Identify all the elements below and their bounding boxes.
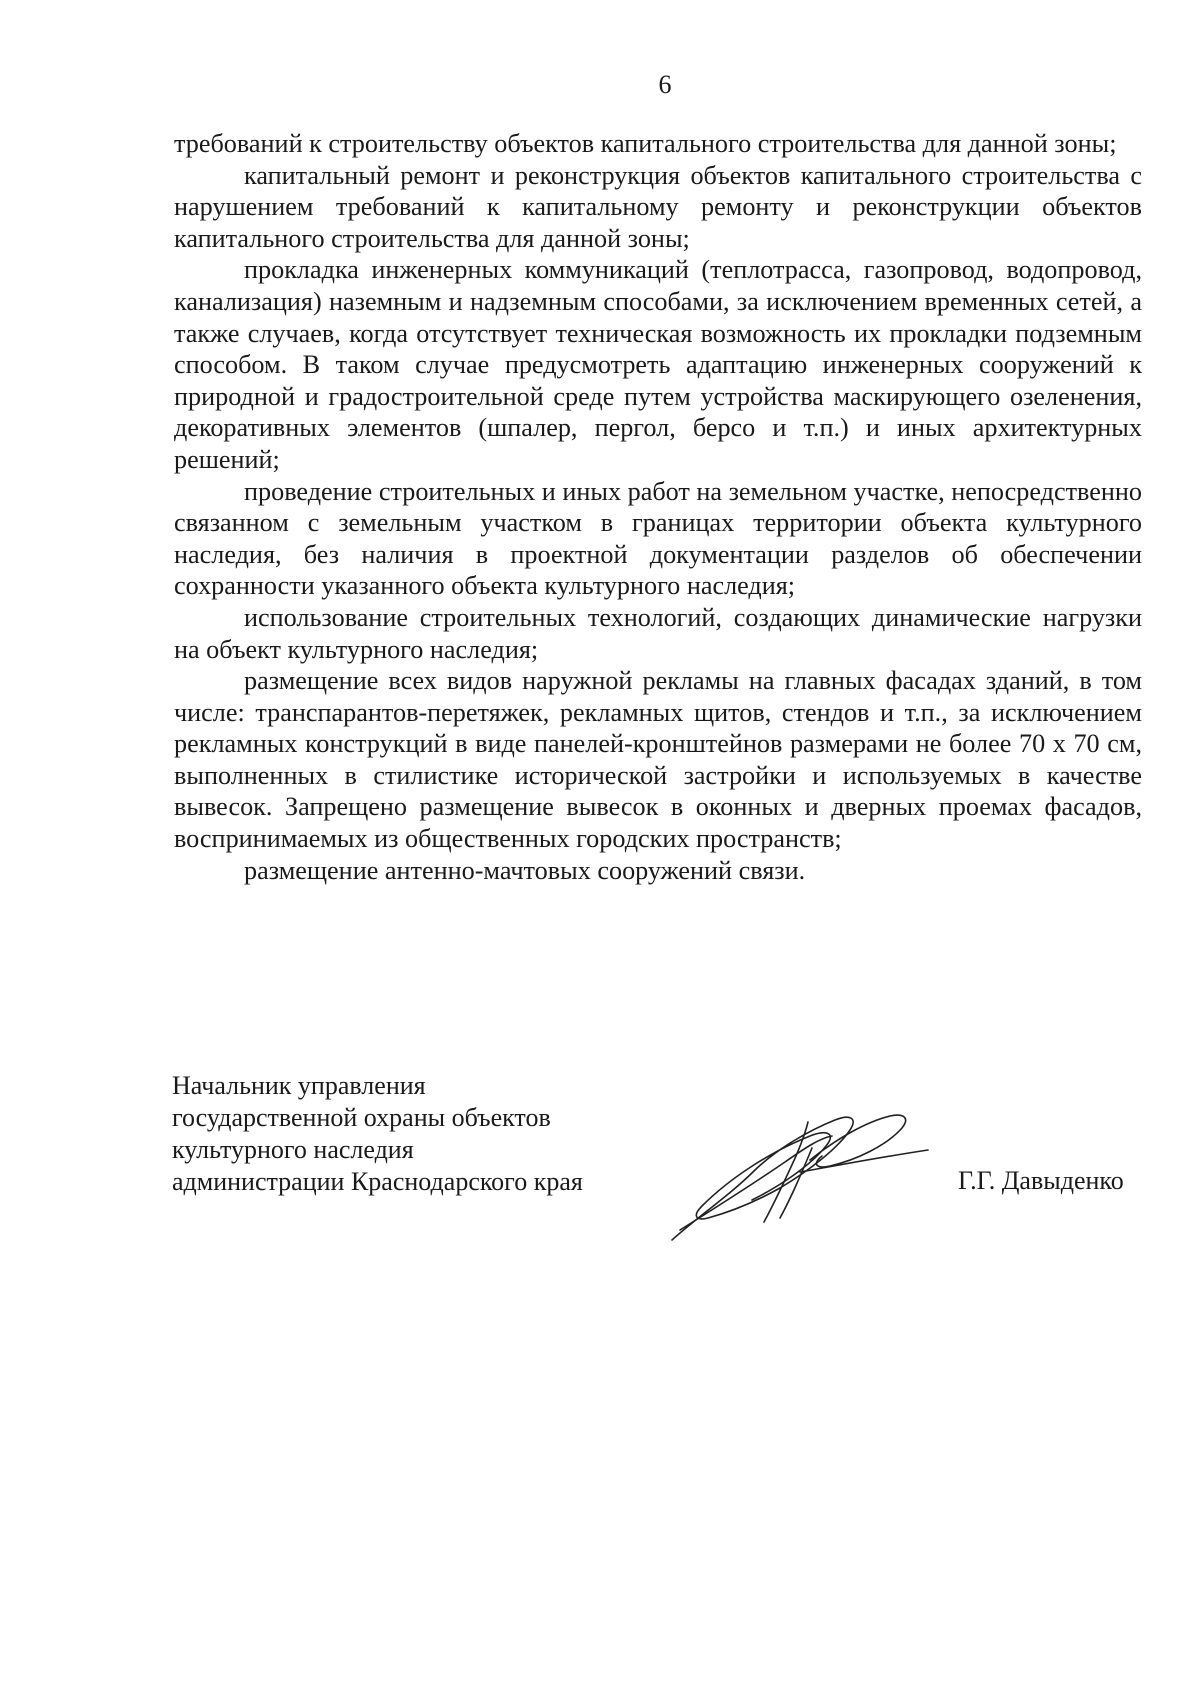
page-number: 6 [658, 70, 672, 99]
signatory-name: Г.Г. Давыденко [958, 1166, 1124, 1195]
paragraph: размещение всех видов наружной рекламы на главных фасадах зданий, в том числе: транспарантов-перетяжек, рекламных щитов, стендов и т.п., за исключением рекламных конструкций в виде панелей-кронштейнов размерами не более 70 х 70 см, выполненных в стилистике исторической застройки и используемых в качестве вывесок. Запрещено размещение вывесок в оконных и дверных проемах фасадов, воспринимаемых из общественных городских пространств; [174, 666, 1142, 854]
signatory-title-line: культурного наследия [172, 1135, 414, 1164]
signatory-title-line: государственной охраны объектов [172, 1103, 551, 1132]
signatory-title-line: Начальник управления [172, 1071, 426, 1100]
paragraph: капитальный ремонт и реконструкция объектов капитального строительства с нарушением требований к капитальному ремонту и реконструкции объектов капитального строительства для данной зоны; [174, 160, 1142, 253]
paragraph: прокладка инженерных коммуникаций (теплотрасса, газопровод, водопровод, канализация) наземным и надземным способами, за исключением временных сетей, а также случаев, когда отсутствует техническая возможность их прокладки подземным способом. В таком случае предусмотреть адаптацию инженерных сооружений к природной и градостроительной среде путем устройства маскирующего озеленения, декоративных элементов (шпалер, пергол, берсо и т.п.) и иных архитектурных решений; [174, 255, 1142, 474]
handwritten-signature [660, 1100, 950, 1250]
signatory-title-line: администрации Краснодарского края [172, 1167, 583, 1196]
document-body [174, 128, 1142, 886]
paragraph: использование строительных технологий, создающих динамические нагрузки на объект культурного наследия; [174, 602, 1142, 664]
paragraph: размещение антенно-мачтовых сооружений связи. [244, 855, 806, 885]
paragraph: проведение строительных и иных работ на земельном участке, непосредственно связанном с земельным участком в границах территории объекта культурного наследия, без наличия в проектной документации разделов об обеспечении сохранности указанного объекта культурного наследия; [174, 476, 1142, 601]
paragraph: требований к строительству объектов капитального строительства для данной зоны; [174, 129, 1117, 158]
signatory-title [172, 1070, 583, 1198]
